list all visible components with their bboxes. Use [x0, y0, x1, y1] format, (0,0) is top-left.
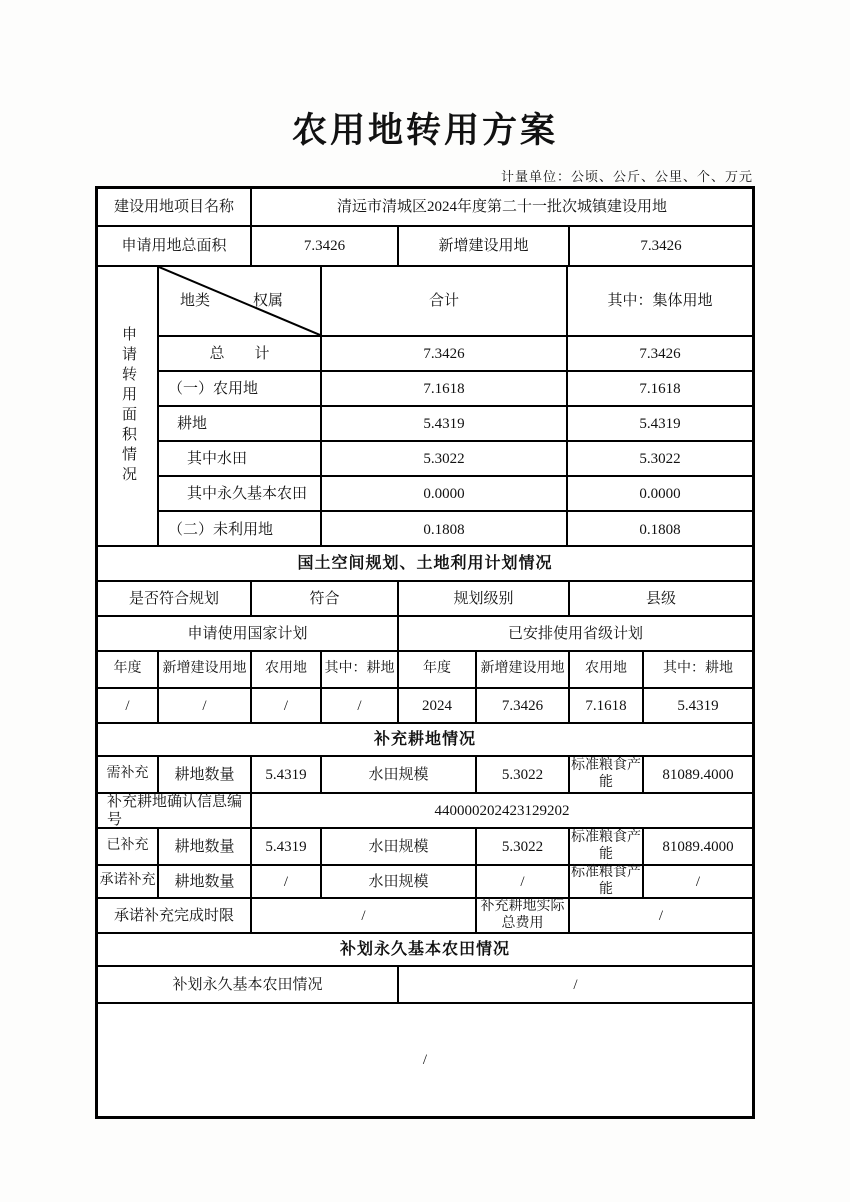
table-row	[159, 337, 752, 372]
capacity-value: 81089.4000	[662, 838, 734, 855]
paddy-label: 水田规模	[322, 866, 477, 897]
col-header-total: 合计	[322, 267, 568, 335]
plan-level-value: 县级	[645, 590, 676, 607]
row-total: 5.4319	[322, 407, 568, 440]
diagonal-label-ownership: 权属	[252, 293, 283, 309]
qty-label: 耕地数量	[159, 757, 252, 792]
total-area-label: 申请用地总面积	[98, 227, 252, 265]
planning-section-title: 国土空间规划、土地利用计划情况	[297, 554, 553, 572]
plan-col-header: 农用地	[570, 652, 644, 687]
actual-cost-value: /	[658, 907, 664, 924]
table-row	[98, 866, 752, 899]
row-collective: 5.3022	[639, 450, 681, 467]
new-construction-value: 7.3426	[640, 238, 682, 254]
confirm-number-value: 440000202423129202	[434, 802, 570, 819]
conversion-header-row	[159, 267, 752, 337]
table-row	[98, 189, 752, 227]
capacity-label: 标准粮食产能	[570, 829, 644, 864]
farmland-row-label: 补划永久基本农田情况	[98, 967, 399, 1002]
plan-header-row	[98, 652, 752, 689]
compliance-value: 符合	[252, 582, 399, 615]
project-name-label: 建设用地项目名称	[98, 189, 252, 225]
plan-col-header: 其中：耕地	[663, 661, 733, 677]
qty-value: 5.4319	[252, 757, 322, 792]
supplement-type: 承诺补充	[98, 866, 159, 897]
conversion-side-label-cell	[98, 267, 159, 545]
qty-label: 耕地数量	[159, 829, 252, 864]
new-construction-label: 新增建设用地	[399, 227, 570, 265]
row-collective: 7.1618	[639, 380, 681, 397]
table-row	[159, 407, 752, 442]
plan-value: /	[159, 689, 252, 722]
conversion-block	[98, 267, 752, 547]
col-header-collective: 其中：集体用地	[607, 293, 713, 309]
supplement-section-title: 补充耕地情况	[373, 730, 476, 748]
actual-cost-label: 补充耕地实际总费用	[477, 899, 570, 932]
plan-col-header: 年度	[98, 652, 159, 687]
table-row	[159, 372, 752, 407]
row-total: 7.3426	[322, 337, 568, 370]
capacity-value: /	[695, 873, 701, 890]
plan-col-header: 新增建设用地	[159, 652, 252, 687]
provincial-plan-label: 已安排使用省级计划	[507, 625, 643, 642]
plan-level-label: 规划级别	[399, 582, 570, 615]
plan-col-header: 新增建设用地	[477, 652, 570, 687]
paddy-value: 5.3022	[477, 829, 570, 864]
deadline-value: /	[252, 899, 477, 932]
row-collective: 5.4319	[639, 415, 681, 432]
row-total: 7.1618	[322, 372, 568, 405]
paddy-value: /	[477, 866, 570, 897]
table-row	[98, 227, 752, 267]
supplement-type: 需补充	[98, 757, 159, 792]
deadline-label: 承诺补充完成时限	[98, 899, 252, 932]
qty-label: 耕地数量	[159, 866, 252, 897]
row-collective: 0.0000	[639, 485, 681, 502]
row-total: 0.0000	[322, 477, 568, 510]
national-plan-label: 申请使用国家计划	[98, 617, 399, 650]
row-total: 0.1808	[322, 512, 568, 547]
farmland-row-value: /	[573, 976, 578, 993]
remark-value: /	[422, 1052, 428, 1068]
paddy-label: 水田规模	[322, 829, 477, 864]
page-title: 农用地转用方案	[291, 111, 558, 150]
row-collective: 0.1808	[639, 521, 681, 538]
conversion-table	[159, 267, 752, 545]
main-table	[95, 186, 755, 1119]
capacity-label: 标准粮食产能	[570, 757, 644, 792]
supplement-type: 已补充	[98, 829, 159, 864]
table-row	[98, 899, 752, 934]
total-area-value: 7.3426	[252, 227, 399, 265]
table-row	[98, 582, 752, 617]
capacity-label: 标准粮食产能	[570, 866, 644, 897]
diagonal-label-landtype: 地类	[180, 293, 211, 309]
plan-col-header: 农用地	[252, 652, 322, 687]
plan-value: /	[252, 689, 322, 722]
paddy-label: 水田规模	[322, 757, 477, 792]
plan-value: /	[98, 689, 159, 722]
table-row	[98, 794, 752, 829]
table-row	[98, 617, 752, 652]
row-label: 其中水田	[159, 442, 322, 475]
table-row	[98, 967, 752, 1004]
conversion-side-label: 申请转用面积情况	[120, 326, 136, 486]
paddy-value: 5.3022	[477, 757, 570, 792]
plan-col-header: 年度	[399, 652, 477, 687]
table-row	[159, 442, 752, 477]
table-row	[98, 757, 752, 794]
row-label: （一）农用地	[159, 372, 322, 405]
confirm-number-label: 补充耕地确认信息编号	[98, 794, 252, 827]
unit-note: 计量单位：公顷、公斤、公里、个、万元	[500, 169, 753, 184]
farmland-section-title: 补划永久基本农田情况	[339, 940, 510, 958]
plan-value: /	[322, 689, 399, 722]
plan-value: 7.3426	[477, 689, 570, 722]
remark-row	[98, 1004, 752, 1116]
diagonal-header-cell	[159, 267, 322, 335]
plan-values-row	[98, 689, 752, 724]
row-label: 总 计	[159, 337, 322, 370]
section-header-row	[98, 724, 752, 757]
row-collective: 7.3426	[639, 345, 681, 362]
row-label: 其中永久基本农田	[159, 477, 322, 510]
plan-value: 2024	[399, 689, 477, 722]
table-row	[159, 512, 752, 547]
section-header-row	[98, 547, 752, 582]
qty-value: 5.4319	[252, 829, 322, 864]
capacity-value: 81089.4000	[662, 766, 734, 783]
project-name-value: 清远市清城区2024年度第二十一批次城镇建设用地	[336, 199, 667, 215]
section-header-row	[98, 934, 752, 967]
row-label: 耕地	[159, 407, 322, 440]
plan-value: 7.1618	[570, 689, 644, 722]
row-total: 5.3022	[322, 442, 568, 475]
table-row	[98, 829, 752, 866]
compliance-label: 是否符合规划	[98, 582, 252, 615]
qty-value: /	[252, 866, 322, 897]
table-row	[159, 477, 752, 512]
plan-col-header: 其中：耕地	[322, 652, 399, 687]
plan-value: 5.4319	[677, 697, 719, 714]
row-label: （二）未利用地	[159, 512, 322, 547]
